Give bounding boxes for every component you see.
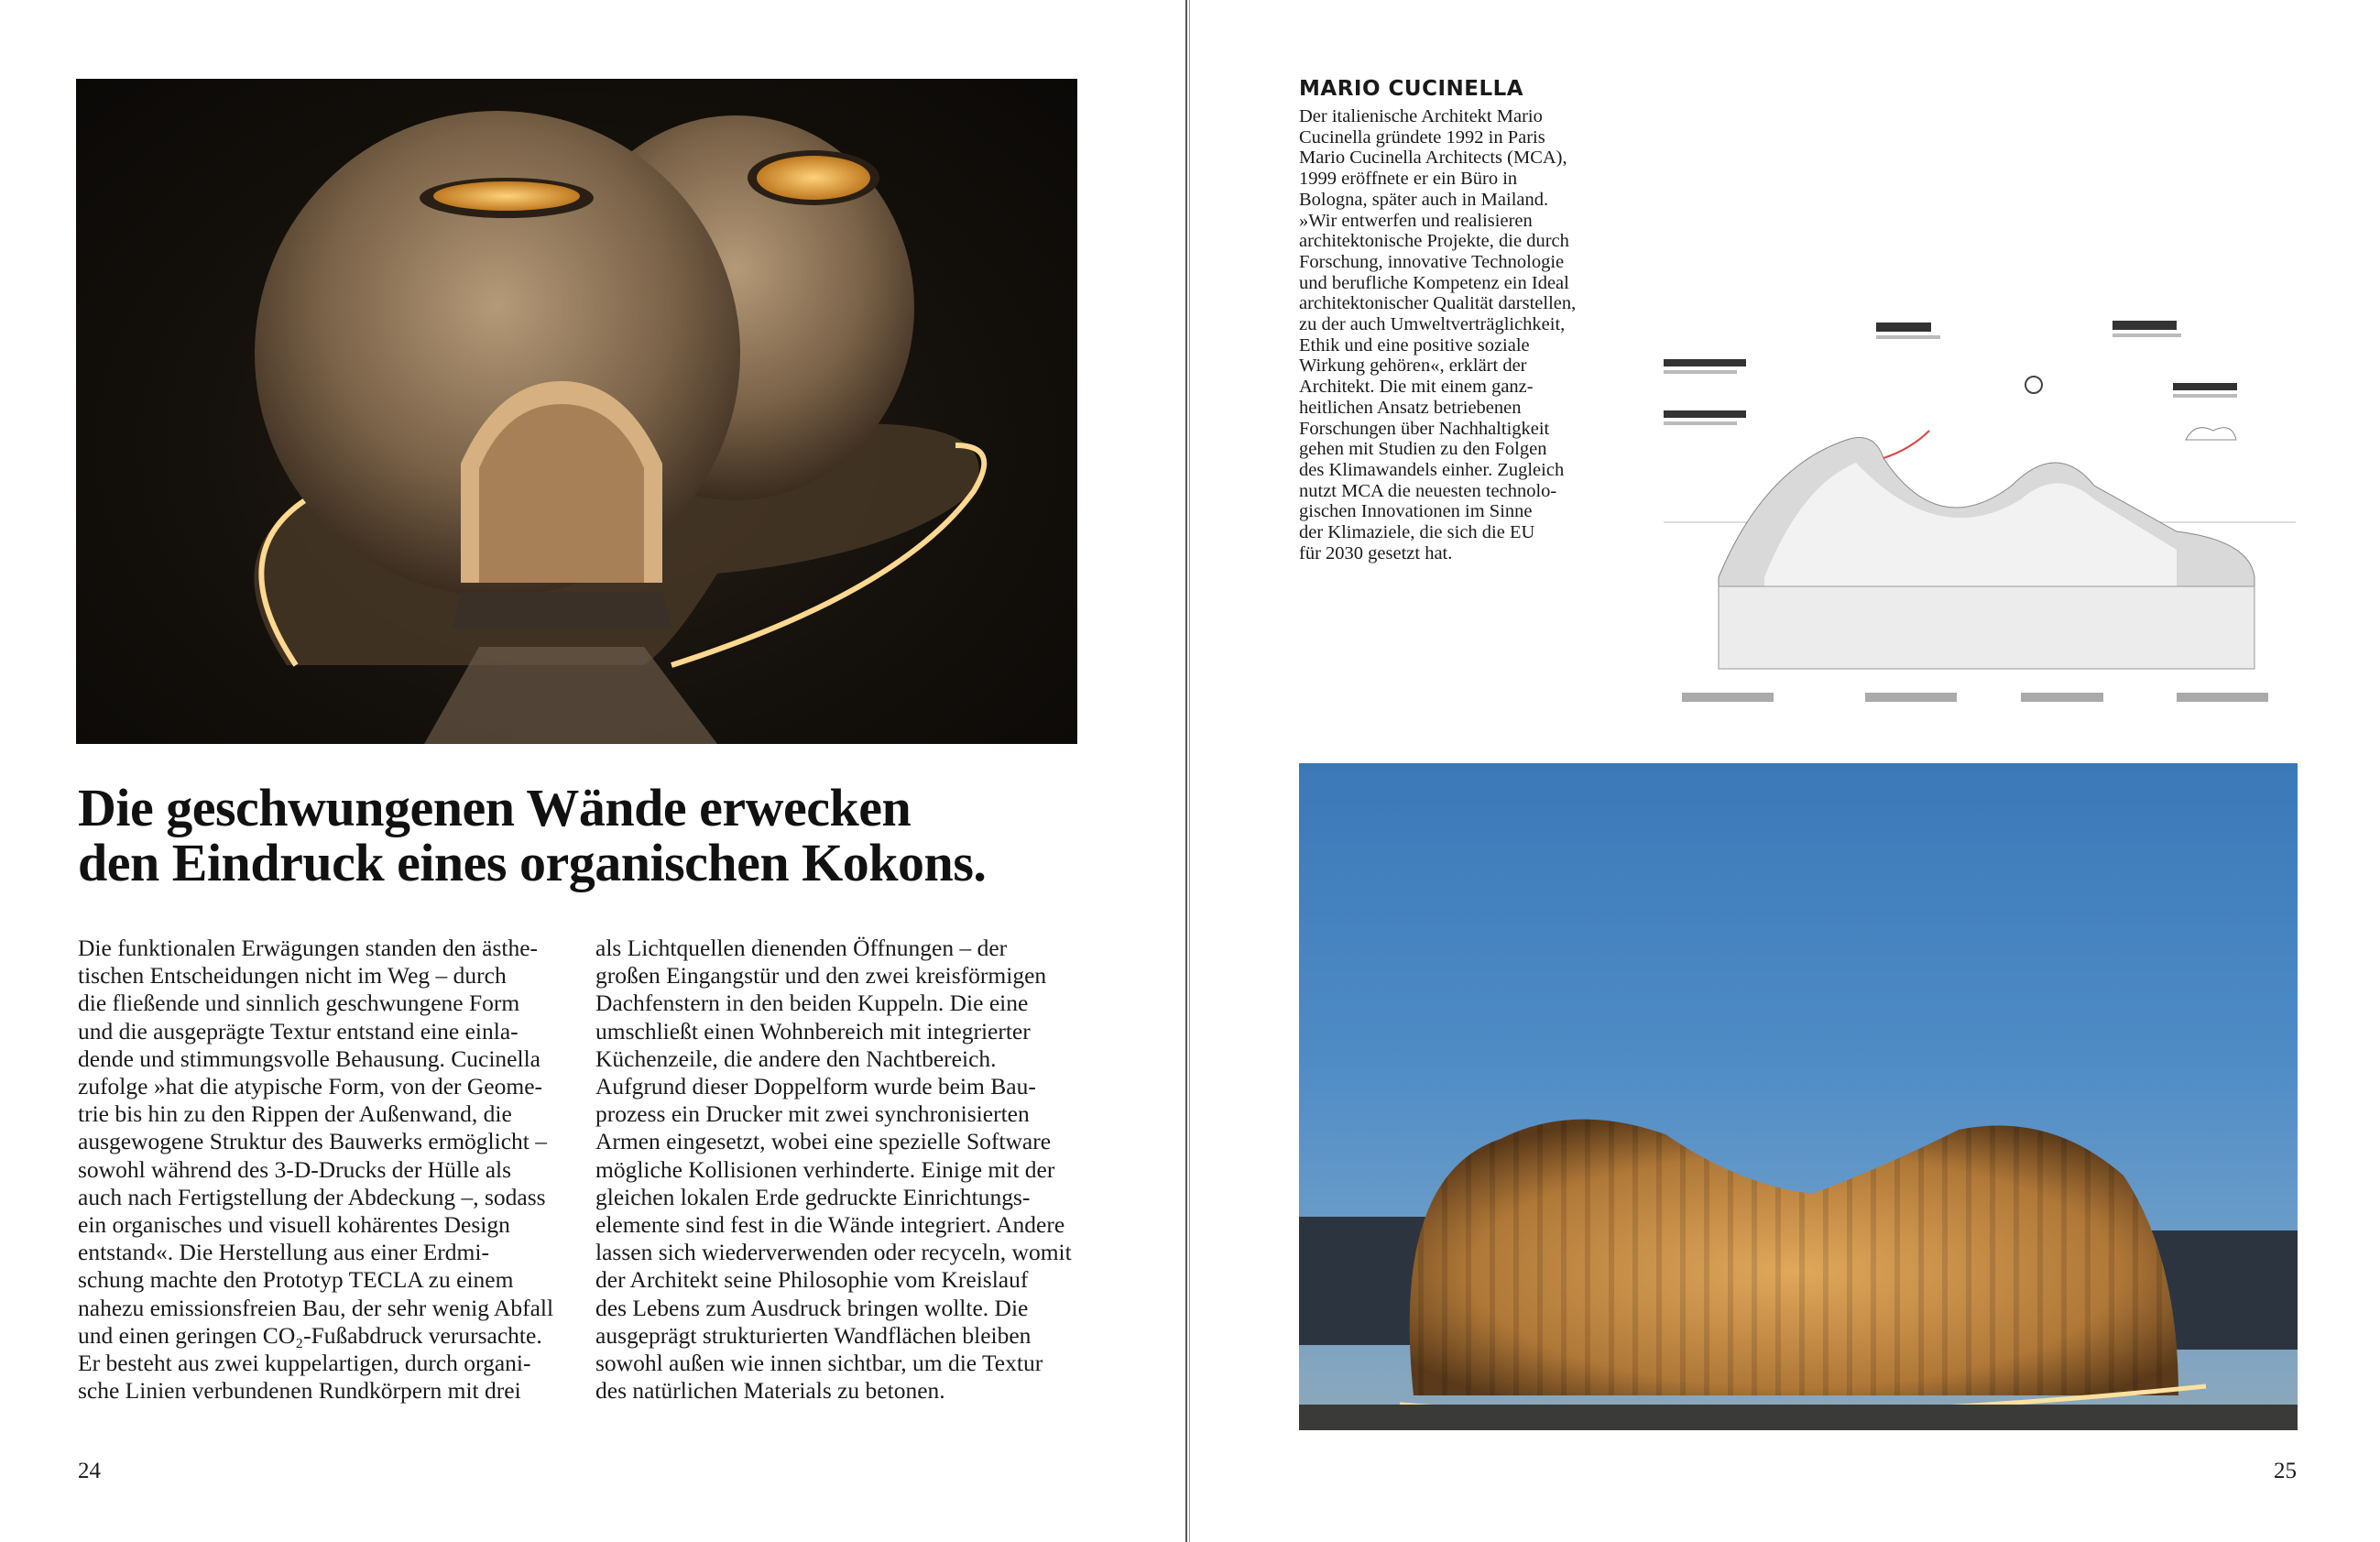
text-line: Forschungen über Nachhaltigkeit <box>1299 418 1550 439</box>
text-line: Bologna, später auch in Mailand. <box>1299 189 1549 210</box>
photo-tecla-dusk-exterior <box>1299 763 2298 1430</box>
text-line: sowohl während des 3-D-Drucks der Hülle als <box>78 1155 512 1183</box>
text-line: der Klimaziele, die sich die EU <box>1299 522 1535 543</box>
text-line: dende und stimmungsvolle Behausung. Cucinella <box>78 1044 540 1072</box>
text-line: sche Linien verbundenen Rundkörpern mit drei <box>78 1377 521 1405</box>
text-line: für 2030 gesetzt hat. <box>1299 542 1453 563</box>
text-line: umschließt einen Wohnbereich mit integrierter <box>595 1017 1031 1044</box>
text-line: Wirkung gehören«, erklärt der <box>1299 355 1527 377</box>
text-line: nutzt MCA die neuesten technolo- <box>1299 480 1557 501</box>
text-line: der Architekt seine Philosophie vom Kreislauf <box>595 1266 1029 1294</box>
text-line: des Lebens zum Ausdruck bringen wollte. Die <box>595 1294 1029 1321</box>
text-line: gischen Innovationen im Sinne <box>1299 501 1533 522</box>
text-line: des Klimawandels einher. Zugleich <box>1299 459 1565 480</box>
headline-line: Die geschwungenen Wände erwecken <box>78 778 912 837</box>
text-line: Dachfenstern in den beiden Kuppeln. Die eine <box>595 990 1029 1017</box>
text-line: Aufgrund dieser Doppelform wurde beim Bau- <box>595 1073 1036 1100</box>
text-line: architektonische Projekte, die durch <box>1299 231 1569 252</box>
page-number-right: 25 <box>2274 1459 2297 1483</box>
text-line: ausgeprägt strukturierten Wandflächen bleiben <box>595 1321 1032 1349</box>
text-line: 1999 eröffnete er ein Büro in <box>1299 169 1518 190</box>
body-column-2 <box>595 935 1108 1405</box>
text-line: Ethik und eine positive soziale <box>1299 334 1530 355</box>
left-page <box>0 0 1187 1542</box>
text-line: als Lichtquellen dienenden Öffnungen – der <box>595 935 1008 961</box>
text-line: nahezu emissionsfreien Bau, der sehr wenig Abfall <box>78 1294 554 1321</box>
text-line: gehen mit Studien zu den Folgen <box>1299 439 1547 460</box>
text-line: architektonischer Qualität darstellen, <box>1299 293 1577 314</box>
text-line: heitlichen Ansatz betriebenen <box>1299 397 1522 418</box>
text-line: auch nach Fertigstellung der Abdeckung –, sodass <box>78 1183 546 1210</box>
sidebar-title: MARIO CUCINELLA <box>1299 77 1524 101</box>
text-line: Mario Cucinella Architects (MCA), <box>1299 148 1567 169</box>
text-line: sowohl außen wie innen sichtbar, um die Textur <box>595 1350 1043 1377</box>
text-line: tischen Entscheidungen nicht im Weg – durch <box>78 962 507 990</box>
text-line: Die funktionalen Erwägungen standen den ästhe- <box>78 935 539 961</box>
text-line: trie bis hin zu den Rippen der Außenwand, die <box>78 1100 512 1128</box>
text-line: des natürlichen Materials zu betonen. <box>595 1377 945 1405</box>
text-line: und einen geringen CO₂-Fußabdruck verursachte. <box>78 1321 542 1349</box>
headline-line: den Eindruck eines organischen Kokons. <box>78 833 987 892</box>
body-column-1 <box>78 935 591 1405</box>
right-page <box>1189 0 2380 1542</box>
text-line: Der italienische Architekt Mario <box>1299 106 1543 126</box>
text-line: mögliche Kollisionen verhinderte. Einige mit der <box>595 1155 1055 1183</box>
text-line: ein organisches und visuell kohärentes Design <box>78 1211 510 1239</box>
page-number-left: 24 <box>78 1459 101 1483</box>
text-line: Er besteht aus zwei kuppelartigen, durch organi- <box>78 1350 531 1377</box>
text-line: gleichen lokalen Erde gedruckte Einrichtungs- <box>595 1183 1031 1210</box>
text-line: prozess ein Drucker mit zwei synchronisierten <box>595 1100 1030 1128</box>
headline <box>78 778 987 892</box>
text-line: Cucinella gründete 1992 in Paris <box>1299 126 1545 148</box>
text-line: Forschung, innovative Technologie <box>1299 251 1565 272</box>
text-line: schung machte den Prototyp TECLA zu einem <box>78 1266 514 1294</box>
text-line: »Wir entwerfen und realisieren <box>1299 210 1533 231</box>
text-line: Architekt. Die mit einem ganz- <box>1299 377 1534 398</box>
text-line: und die ausgeprägte Textur entstand eine einla- <box>78 1017 519 1044</box>
text-line: elemente sind fest in die Wände integriert. Andere <box>595 1211 1065 1239</box>
photo-tecla-night-entrance <box>76 79 1077 744</box>
text-line: lassen sich wiederverwenden oder recyceln, womit <box>595 1239 1072 1266</box>
text-line: Küchenzeile, die andere den Nachtbereich. <box>595 1044 997 1072</box>
text-line: die fließende und sinnlich geschwungene Form <box>78 990 520 1017</box>
text-line: Armen eingesetzt, wobei eine spezielle Software <box>595 1128 1052 1155</box>
text-line: großen Eingangstür und den zwei kreisförmigen <box>595 962 1047 990</box>
architectural-section-diagram <box>1664 302 2296 715</box>
text-line: zufolge »hat die atypische Form, von der Geome- <box>78 1073 543 1100</box>
text-line: und berufliche Kompetenz ein Ideal <box>1299 272 1569 293</box>
text-line: zu der auch Umweltverträglichkeit, <box>1299 314 1566 335</box>
text-line: ausgewogene Struktur des Bauwerks ermöglicht – <box>78 1128 548 1155</box>
text-line: entstand«. Die Herstellung aus einer Erdmi- <box>78 1239 489 1266</box>
sidebar-text <box>1299 106 1576 563</box>
